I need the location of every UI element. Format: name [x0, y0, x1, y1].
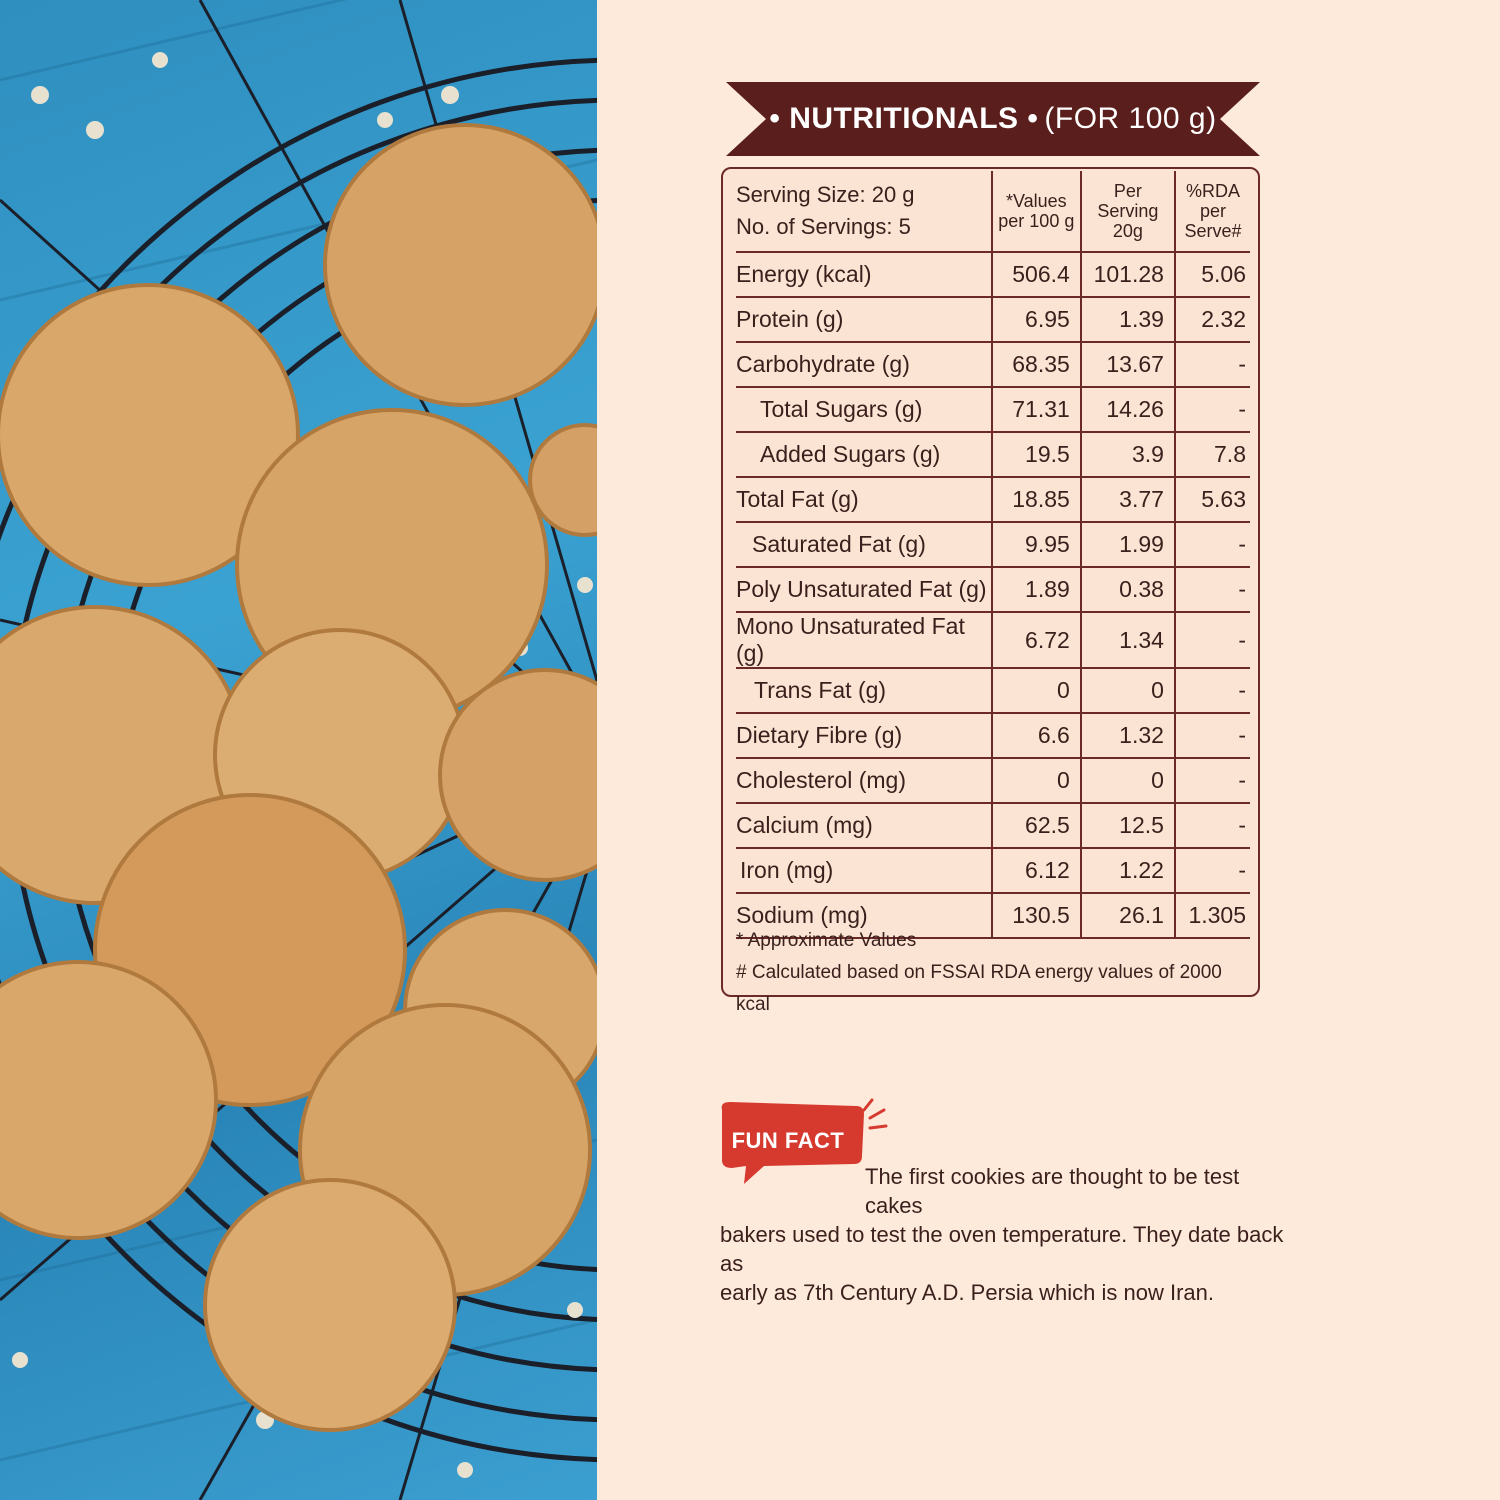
nutrient-name: Total Sugars (g): [736, 387, 992, 432]
value-rda: -: [1175, 668, 1250, 713]
value-per100: 19.5: [992, 432, 1081, 477]
nutrient-name: Added Sugars (g): [736, 432, 992, 477]
value-per100: 0: [992, 758, 1081, 803]
value-rda: 7.8: [1175, 432, 1250, 477]
value-per-serving: 14.26: [1081, 387, 1175, 432]
nutrient-name: Cholesterol (mg): [736, 758, 992, 803]
nutrient-name: Poly Unsaturated Fat (g): [736, 567, 992, 612]
table-notes: [736, 925, 1258, 1021]
nutritionals-banner: [726, 82, 1260, 156]
col-header-per100-line2: per 100 g: [998, 211, 1075, 231]
value-per100: 6.72: [992, 612, 1081, 668]
value-per-serving: 1.32: [1081, 713, 1175, 758]
table-row: [736, 612, 1250, 668]
nutrient-name: Calcium (mg): [736, 803, 992, 848]
nutrient-name: Protein (g): [736, 297, 992, 342]
fun-fact-line1: The first cookies are thought to be test cakes: [865, 1164, 1240, 1218]
nutrient-name: Trans Fat (g): [736, 668, 992, 713]
value-rda: -: [1175, 612, 1250, 668]
col-header-rda: [1175, 171, 1250, 252]
value-rda: -: [1175, 342, 1250, 387]
table-row: [736, 477, 1250, 522]
value-per100: 6.12: [992, 848, 1081, 893]
value-rda: 1.305: [1175, 893, 1250, 938]
cookie-photo: [0, 0, 597, 1500]
value-per100: 71.31: [992, 387, 1081, 432]
value-per-serving: 12.5: [1081, 803, 1175, 848]
nutrient-name: Sodium (mg): [736, 893, 992, 938]
serving-size: Serving Size: 20 g: [736, 182, 915, 207]
value-per-serving: 3.77: [1081, 477, 1175, 522]
table-row: [736, 252, 1250, 297]
table-row: [736, 387, 1250, 432]
table-row: [736, 803, 1250, 848]
value-per-serving: 1.22: [1081, 848, 1175, 893]
nutrient-name: Dietary Fibre (g): [736, 713, 992, 758]
nutrient-name: Carbohydrate (g): [736, 342, 992, 387]
table-row: [736, 758, 1250, 803]
value-per-serving: 13.67: [1081, 342, 1175, 387]
table-row: [736, 567, 1250, 612]
value-per-serving: 0.38: [1081, 567, 1175, 612]
col-header-rda-line2: Serve#: [1184, 221, 1242, 241]
value-per100: 130.5: [992, 893, 1081, 938]
value-per100: 9.95: [992, 522, 1081, 567]
value-per-serving: 1.39: [1081, 297, 1175, 342]
value-per100: 6.6: [992, 713, 1081, 758]
col-header-per-serving-line1: Per Serving: [1097, 181, 1159, 221]
nutrition-table: [736, 171, 1250, 939]
cookie-photo-illustration: [0, 0, 597, 1500]
value-per-serving: 1.99: [1081, 522, 1175, 567]
value-per-serving: 3.9: [1081, 432, 1175, 477]
value-per100: 6.95: [992, 297, 1081, 342]
value-rda: -: [1175, 567, 1250, 612]
servings-count: No. of Servings: 5: [736, 214, 911, 239]
table-row: [736, 848, 1250, 893]
serving-info: [736, 171, 992, 252]
table-row: [736, 713, 1250, 758]
nutrition-panel: [721, 167, 1260, 1015]
table-row: [736, 432, 1250, 477]
value-rda: 2.32: [1175, 297, 1250, 342]
col-header-rda-line1: %RDA per: [1185, 181, 1240, 221]
value-per-serving: 26.1: [1081, 893, 1175, 938]
table-row: [736, 522, 1250, 567]
table-header-row: [736, 171, 1250, 252]
table-row: [736, 668, 1250, 713]
col-header-per100-line1: *Values: [1005, 191, 1067, 211]
value-rda: -: [1175, 713, 1250, 758]
fun-fact-line3: early as 7th Century A.D. Persia which is now Iran.: [720, 1280, 1214, 1305]
value-per100: 18.85: [992, 477, 1081, 522]
note-approximate: * Approximate Values: [736, 930, 917, 951]
value-rda: -: [1175, 758, 1250, 803]
nutrient-name: Mono Unsaturated Fat (g): [736, 612, 992, 668]
nutrient-name: Energy (kcal): [736, 252, 992, 297]
value-rda: -: [1175, 803, 1250, 848]
value-per100: 506.4: [992, 252, 1081, 297]
fun-fact-text: [720, 1162, 1300, 1307]
value-per100: 1.89: [992, 567, 1081, 612]
note-rda: # Calculated based on FSSAI RDA energy values of 2000 kcal: [736, 962, 1222, 1015]
value-per-serving: 0: [1081, 668, 1175, 713]
value-per-serving: 1.34: [1081, 612, 1175, 668]
banner-title: • NUTRITIONALS •: [769, 102, 1039, 135]
nutrient-name: Total Fat (g): [736, 477, 992, 522]
value-rda: 5.06: [1175, 252, 1250, 297]
col-header-per-serving: [1081, 171, 1175, 252]
value-per-serving: 0: [1081, 758, 1175, 803]
value-per-serving: 101.28: [1081, 252, 1175, 297]
nutrient-name: Saturated Fat (g): [736, 522, 992, 567]
col-header-per100: [992, 171, 1081, 252]
banner-subtitle: (FOR 100 g): [1044, 102, 1217, 135]
table-row: [736, 297, 1250, 342]
col-header-per-serving-line2: 20g: [1112, 221, 1143, 241]
value-per100: 62.5: [992, 803, 1081, 848]
value-per100: 0: [992, 668, 1081, 713]
value-rda: -: [1175, 848, 1250, 893]
fun-fact-line2: bakers used to test the oven temperature. They date back as: [720, 1222, 1284, 1276]
fun-fact-label: FUN FACT: [731, 1128, 845, 1153]
value-rda: -: [1175, 522, 1250, 567]
value-rda: 5.63: [1175, 477, 1250, 522]
table-row: [736, 342, 1250, 387]
value-per100: 68.35: [992, 342, 1081, 387]
value-rda: -: [1175, 387, 1250, 432]
nutrient-name: Iron (mg): [736, 848, 992, 893]
